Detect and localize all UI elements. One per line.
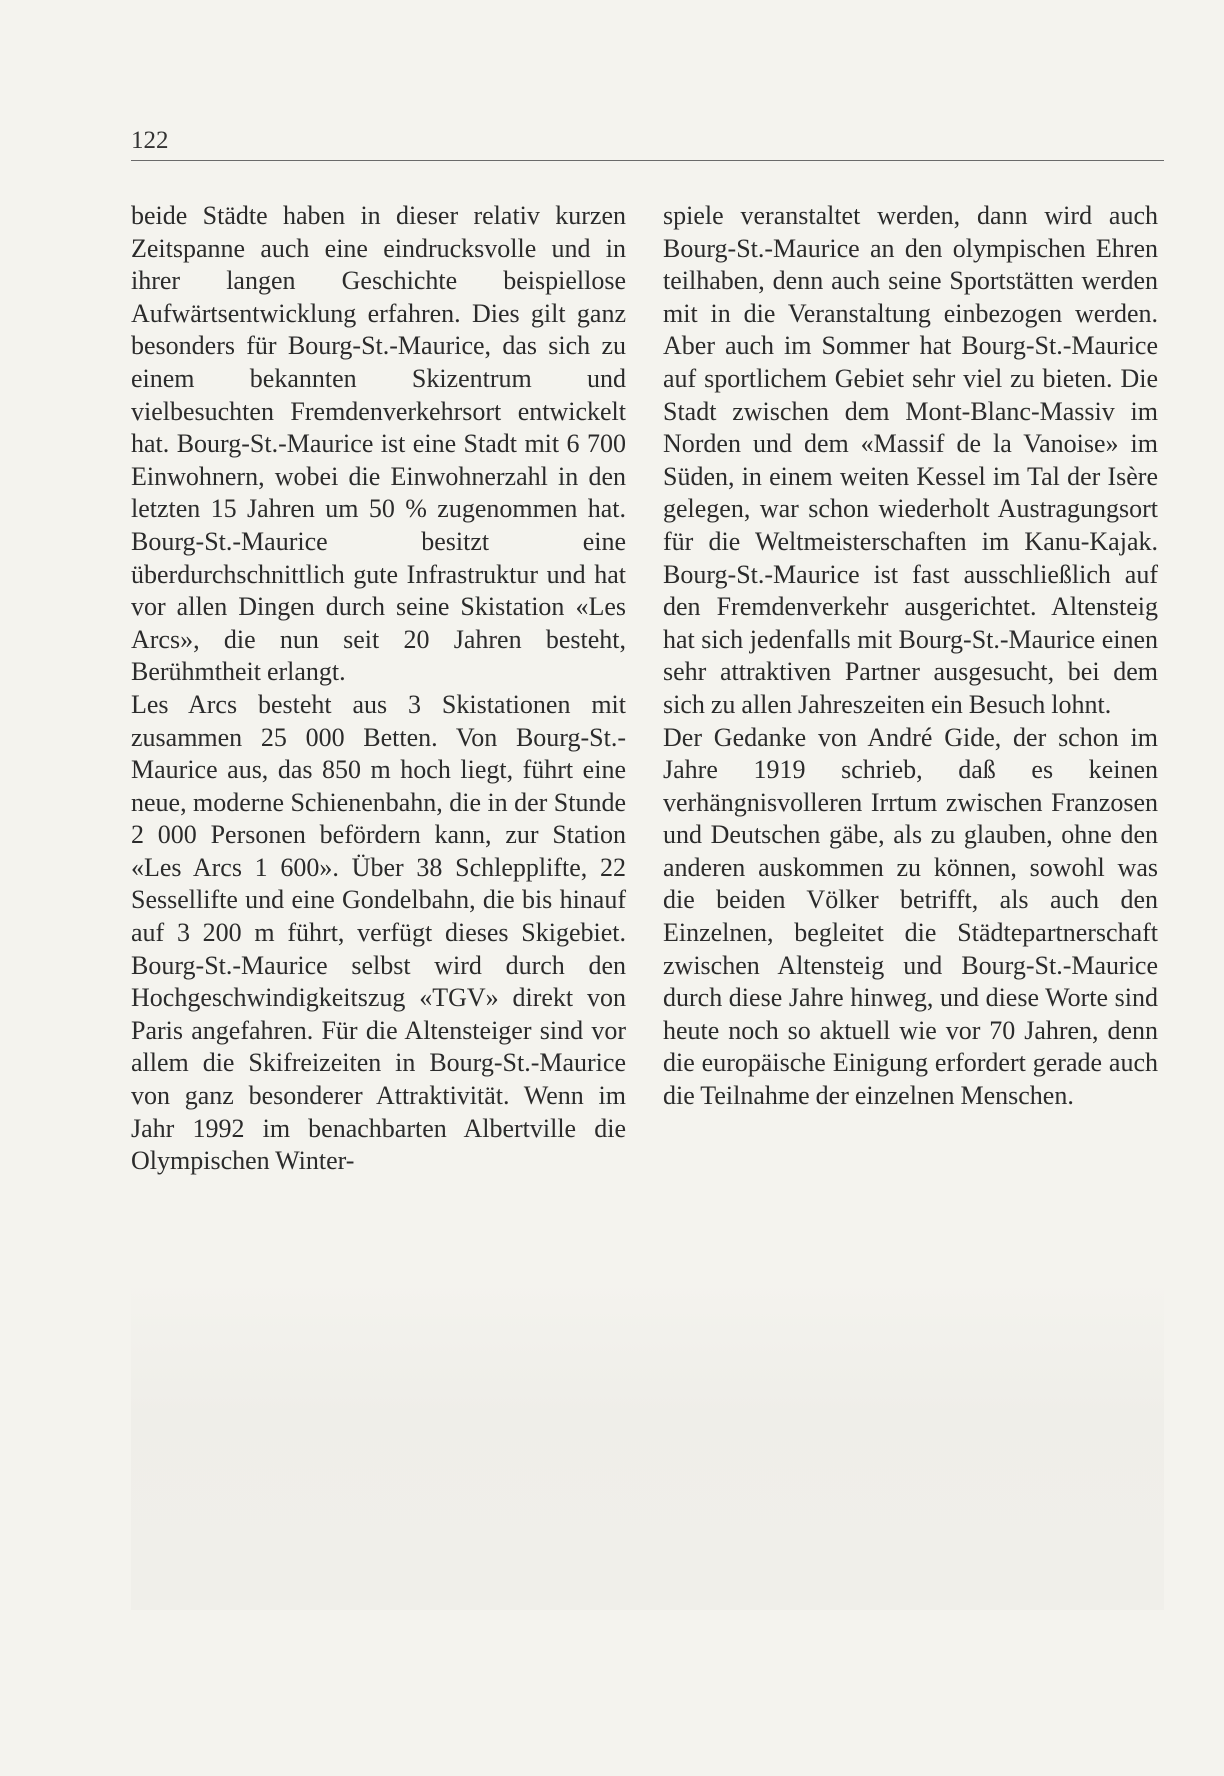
paper-show-through — [131, 1280, 1164, 1610]
paragraph-left-2: Les Arcs besteht aus 3 Skistationen mit zusammen 25 000 Betten. Von Bourg-St.-Maurice aus, das 850 m hoch liegt, führt eine neue, moderne Schienenbahn, die in der Stunde 2 000 Personen befördern kann, zur Station «Les Arcs 1 600». Über 38 Schlepplifte, 22 Sessellifte und eine Gondelbahn, die bis hinauf auf 3 200 m führt, verfügt dieses Skigebiet. Bourg-St.-Maurice selbst wird durch den Hochgeschwindigkeitszug «TGV» direkt von Paris angefahren. Für die Altensteiger sind vor allem die Skifreizeiten in Bourg-St.-Maurice von ganz besonderer Attraktivität. Wenn im Jahr 1992 im benachbarten Albertville die Olympischen Winter- — [131, 689, 626, 1176]
paragraph-left-1: beide Städte haben in dieser relativ kurzen Zeitspanne auch eine eindrucksvolle und in ihrer langen Geschichte beispiellose Aufwärtsentwicklung erfahren. Dies gilt ganz besonders für Bourg-St.-Maurice, das sich zu einem bekannten Skizentrum und vielbesuchten Fremdenverkehrsort entwickelt hat. Bourg-St.-Maurice ist eine Stadt mit 6 700 Einwohnern, wobei die Einwohnerzahl in den letzten 15 Jahren um 50 % zugenommen hat. Bourg-St.-Maurice besitzt eine überdurchschnittlich gute Infrastruktur und hat vor allen Dingen durch seine Skistation «Les Arcs», die nun seit 20 Jahren besteht, Berühmtheit erlangt. — [131, 201, 626, 687]
header-rule — [131, 160, 1164, 161]
paragraph-right-2: Der Gedanke von André Gide, der schon im Jahre 1919 schrieb, daß es keinen verhängnisvolleren Irrtum zwischen Franzosen und Deutschen gäbe, als zu glauben, ohne den anderen auskommen zu können, sowohl was die beiden Völker betrifft, als auch den Einzelnen, begleitet die Städtepartnerschaft zwischen Altensteig und Bourg-St.-Maurice durch diese Jahre hinweg, und diese Worte sind heute noch so aktuell wie vor 70 Jahren, denn die europäische Einigung erfordert gerade auch die Teilnahme der einzelnen Menschen. — [663, 722, 1158, 1111]
right-column — [663, 200, 1158, 1113]
left-column — [131, 200, 626, 1178]
page-number: 122 — [131, 127, 169, 154]
paragraph-right-1: spiele veranstaltet werden, dann wird auch Bourg-St.-Maurice an den olympischen Ehren teilhaben, denn auch seine Sportstätten werden mit in die Veranstaltung einbezogen werden. Aber auch im Sommer hat Bourg-St.-Maurice auf sportlichem Gebiet sehr viel zu bieten. Die Stadt zwischen dem Mont-Blanc-Massiv im Norden und dem «Massif de la Vanoise» im Süden, in einem weiten Kessel im Tal der Isère gelegen, war schon wiederholt Austragungsort für die Weltmeisterschaften im Kanu-Kajak. Bourg-St.-Maurice ist fast ausschließlich auf den Fremdenverkehr ausgerichtet. Altensteig hat sich jedenfalls mit Bourg-St.-Maurice einen sehr attraktiven Partner ausgesucht, bei dem sich zu allen Jahreszeiten ein Besuch lohnt. — [663, 201, 1158, 719]
